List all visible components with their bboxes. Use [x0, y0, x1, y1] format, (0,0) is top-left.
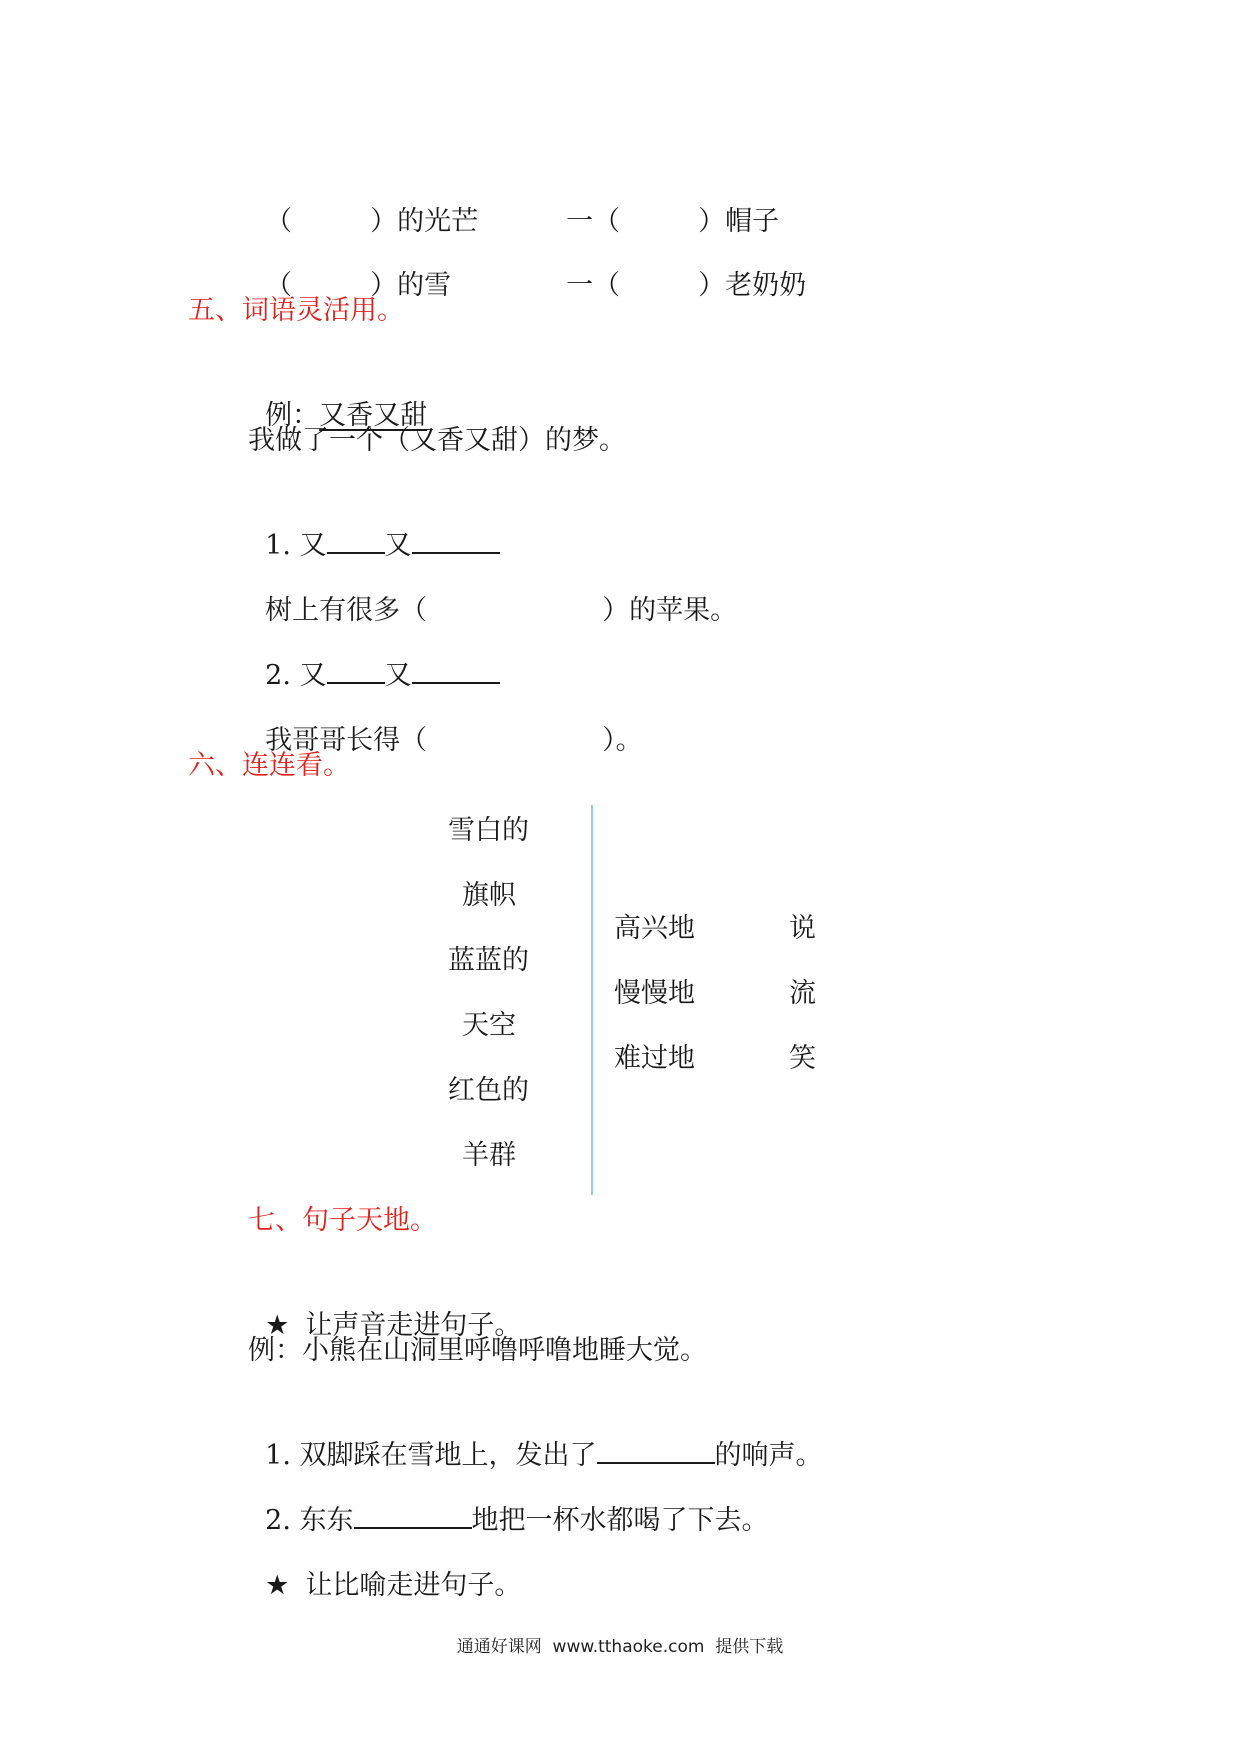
left-word: 旗帜 — [462, 880, 516, 911]
phrase-text: ）的雪 — [370, 270, 452, 301]
sentence-part: 树上有很多（ — [265, 595, 428, 626]
phrase-text: ）帽子 — [698, 206, 780, 237]
answer-blank[interactable] — [412, 526, 500, 554]
phrase-text: ）老奶奶 — [698, 270, 807, 301]
sentence-part: 2. 东东 — [265, 1505, 354, 1536]
you-char: 又 — [384, 660, 412, 691]
question-number: 1. — [265, 530, 300, 561]
example-sentence-7: 例：小熊在山洞里呼噜呼噜地睡大觉。 — [248, 1335, 707, 1366]
sentence-part: 1. 双脚踩在雪地上，发出了 — [265, 1440, 597, 1471]
example-label: 例： — [265, 400, 320, 431]
example-sentence: 我做了一个（又香又甜）的梦。 — [248, 425, 626, 456]
right-word: 说 — [789, 913, 816, 944]
phrase-text: 一（ — [566, 206, 621, 237]
left-word: 雪白的 — [448, 815, 529, 846]
sentence-part: ）。 — [602, 725, 643, 756]
answer-blank[interactable] — [354, 1501, 472, 1529]
answer-blank[interactable] — [327, 526, 385, 554]
star-icon: ★ — [265, 1570, 290, 1601]
answer-blank[interactable] — [597, 1436, 715, 1464]
left-word: 红色的 — [448, 1075, 529, 1106]
subheading-text: 让声音走进句子。 — [305, 1310, 522, 1341]
phrase-text: ）的光芒 — [370, 206, 479, 237]
you-char: 又 — [299, 660, 327, 691]
sentence-part: ）的苹果。 — [602, 595, 738, 626]
sentence-part: 我哥哥长得（ — [265, 725, 428, 756]
you-char: 又 — [299, 530, 327, 561]
answer-blank[interactable] — [327, 656, 385, 684]
sentence-part: 的响声。 — [714, 1440, 823, 1471]
you-char: 又 — [384, 530, 412, 561]
sentence-part: 地把一杯水都喝了下去。 — [471, 1505, 769, 1536]
left-word: 羊群 — [462, 1140, 516, 1171]
middle-word: 高兴地 — [614, 913, 695, 944]
phrase-text: 一（ — [566, 270, 621, 301]
subheading-text: 让比喻走进句子。 — [305, 1570, 522, 1601]
middle-word: 慢慢地 — [614, 978, 695, 1009]
section-5-title: 五、词语灵活用。 — [188, 295, 404, 326]
section-6-title: 六、连连看。 — [188, 750, 350, 781]
paren-open: （ — [265, 270, 293, 301]
subheading-metaphor — [248, 1526, 521, 1606]
question-number: 2. — [265, 660, 300, 691]
footer-credit: 通通好课网 www.tthaoke.com 提供下载 — [456, 1637, 784, 1657]
answer-blank[interactable] — [412, 656, 500, 684]
section-7-title: 七、句子天地。 — [248, 1205, 437, 1236]
right-word: 笑 — [789, 1043, 816, 1074]
left-word: 蓝蓝的 — [448, 945, 529, 976]
left-word: 天空 — [462, 1010, 516, 1041]
right-word: 流 — [789, 978, 816, 1009]
paren-open: （ — [265, 206, 293, 237]
example-word: 又香又甜 — [319, 400, 428, 431]
star-icon: ★ — [265, 1310, 290, 1341]
middle-word: 难过地 — [614, 1043, 695, 1074]
divider-line — [591, 805, 593, 1195]
